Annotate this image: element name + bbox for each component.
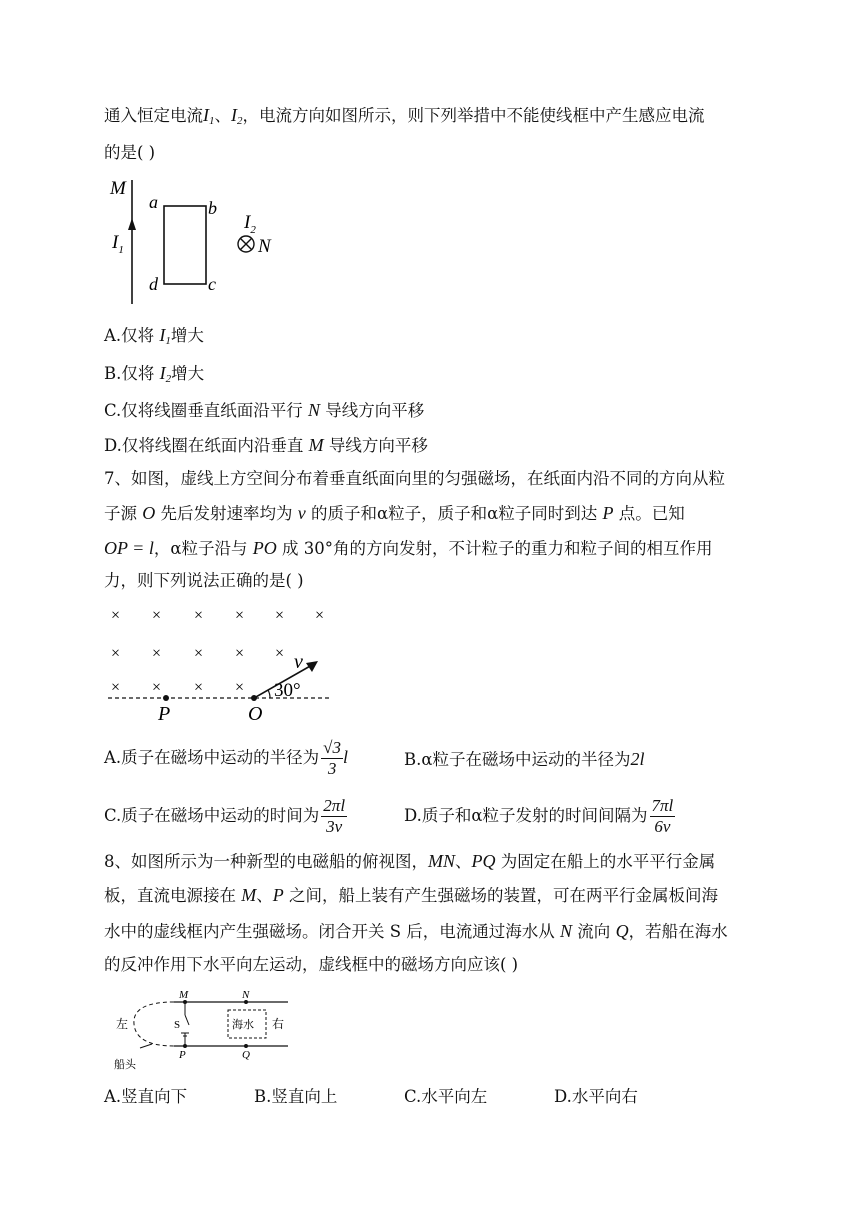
q8-option-c[interactable]: C.水平向左 bbox=[404, 1087, 488, 1106]
q6-fig-a: a bbox=[149, 192, 158, 212]
q8-stem-line3: 水中的虚线框内产生强磁场。闭合开关 S 后，电流通过海水从 N 流向 Q，若船在海水 bbox=[104, 921, 728, 941]
q7-option-d[interactable]: D.质子和α粒子发射的时间间隔为 $\frac{7\pi l}{6v}$ bbox=[404, 796, 674, 836]
q7-option-c[interactable]: C.质子在磁场中运动的时间为 $\frac{2\pi l}{3v}$ bbox=[104, 796, 346, 836]
field-cross-icon: × bbox=[275, 607, 285, 624]
q7-fig-v: v bbox=[294, 651, 303, 673]
field-cross-icon: × bbox=[111, 645, 121, 662]
q8-fig-right: 右 bbox=[272, 1017, 285, 1031]
q8-stem-line4: 的反冲作用下水平向左运动，虚线框中的磁场方向应该( ) bbox=[104, 955, 519, 974]
field-cross-icon: × bbox=[194, 645, 204, 662]
q8-fig-P: P bbox=[179, 1049, 186, 1061]
q7-option-a[interactable]: A.质子在磁场中运动的半径为 $\frac{√3}{3}$ l bbox=[104, 738, 349, 778]
q6-stem-text-a: 通入恒定电流 bbox=[104, 106, 203, 125]
field-cross-icon: × bbox=[194, 607, 204, 624]
q6-option-a[interactable]: A.仅将 $I_1$增大 bbox=[104, 325, 204, 347]
field-cross-icon: × bbox=[194, 679, 204, 696]
q8-option-b[interactable]: B.竖直向上 bbox=[254, 1087, 338, 1106]
q8-fig-S: S bbox=[174, 1019, 181, 1031]
q6-fig-I2: $I_2$ bbox=[244, 212, 256, 236]
q8-fig-seawater: 海水 bbox=[232, 1019, 254, 1031]
field-cross-icon: × bbox=[315, 607, 325, 624]
field-cross-icon: × bbox=[235, 607, 245, 624]
q6-option-b[interactable]: B.仅将 $I_2$增大 bbox=[104, 363, 205, 385]
q6-option-d[interactable]: D.仅将线圈在纸面内沿垂直 M 导线方向平移 bbox=[104, 435, 428, 455]
q6-sep: 、 bbox=[214, 106, 231, 125]
q6-stem-text-b: ，电流方向如图所示，则下列举措中不能使线框中产生感应电流 bbox=[242, 106, 705, 125]
q7-fig-angle: 30° bbox=[274, 680, 301, 701]
field-cross-icon: × bbox=[152, 679, 162, 696]
q8-fig-bow: 船头 bbox=[114, 1059, 136, 1071]
q6-option-c[interactable]: C.仅将线圈垂直纸面沿平行 N 导线方向平移 bbox=[104, 400, 425, 420]
q8-option-d[interactable]: D.水平向右 bbox=[554, 1087, 638, 1106]
q7-stem-line1: 7、如图，虚线上方空间分布着垂直纸面向里的匀强磁场，在纸面内沿不同的方向从粒 bbox=[104, 469, 725, 488]
q6-fig-d: d bbox=[149, 274, 158, 294]
q6-fig-I1: $I_1$ bbox=[112, 232, 124, 256]
q7-fig-O: O bbox=[248, 703, 263, 725]
q6-I2: $I_2$ bbox=[231, 105, 243, 127]
field-cross-icon: × bbox=[152, 645, 162, 662]
q6-I1: $I_1$ bbox=[203, 105, 215, 127]
q8-option-a[interactable]: A.竖直向下 bbox=[104, 1087, 188, 1106]
q6-figure bbox=[104, 172, 294, 312]
q7-stem-line2: 子源 O 先后发射速率均为 v 的质子和α粒子，质子和α粒子同时到达 P 点。已知 bbox=[104, 503, 685, 523]
field-cross-icon: × bbox=[235, 645, 245, 662]
field-cross-icon: × bbox=[275, 645, 285, 662]
q7-fig-P: P bbox=[158, 703, 171, 725]
q6-stem-line2: 的是( ) bbox=[104, 143, 156, 162]
q6-fig-b: b bbox=[208, 198, 217, 218]
q7-figure bbox=[104, 600, 344, 725]
q8-fig-left: 左 bbox=[116, 1017, 129, 1031]
q6-fig-M: M bbox=[110, 178, 126, 199]
q6-fig-c: c bbox=[208, 274, 216, 294]
q8-stem-line2: 板，直流电源接在 M、P 之间，船上装有产生强磁场的装置，可在两平行金属板间海 bbox=[104, 885, 718, 905]
field-cross-icon: × bbox=[235, 679, 245, 696]
q6-stem-line1 bbox=[104, 104, 705, 132]
q8-fig-M: M bbox=[179, 989, 189, 1001]
q8-fig-Q: Q bbox=[242, 1049, 250, 1061]
q8-stem-line1: 8、如图所示为一种新型的电磁船的俯视图，MN、PQ 为固定在船上的水平平行金属 bbox=[104, 851, 716, 871]
q6-fig-N: N bbox=[258, 236, 271, 257]
field-cross-icon: × bbox=[111, 679, 121, 696]
into-page-current-icon bbox=[238, 236, 254, 252]
field-cross-icon: × bbox=[111, 607, 121, 624]
q8-figure bbox=[112, 988, 312, 1072]
q7-stem-line3: OP = l，α粒子沿与 PO 成 30°角的方向发射，不计粒子的重力和粒子间的相互作用 bbox=[104, 538, 713, 558]
q8-fig-N: N bbox=[242, 989, 250, 1001]
q7-option-b[interactable]: B.α粒子在磁场中运动的半径为2l bbox=[404, 749, 645, 769]
field-cross-icon: × bbox=[152, 607, 162, 624]
q7-stem-line4: 力，则下列说法正确的是( ) bbox=[104, 571, 304, 590]
